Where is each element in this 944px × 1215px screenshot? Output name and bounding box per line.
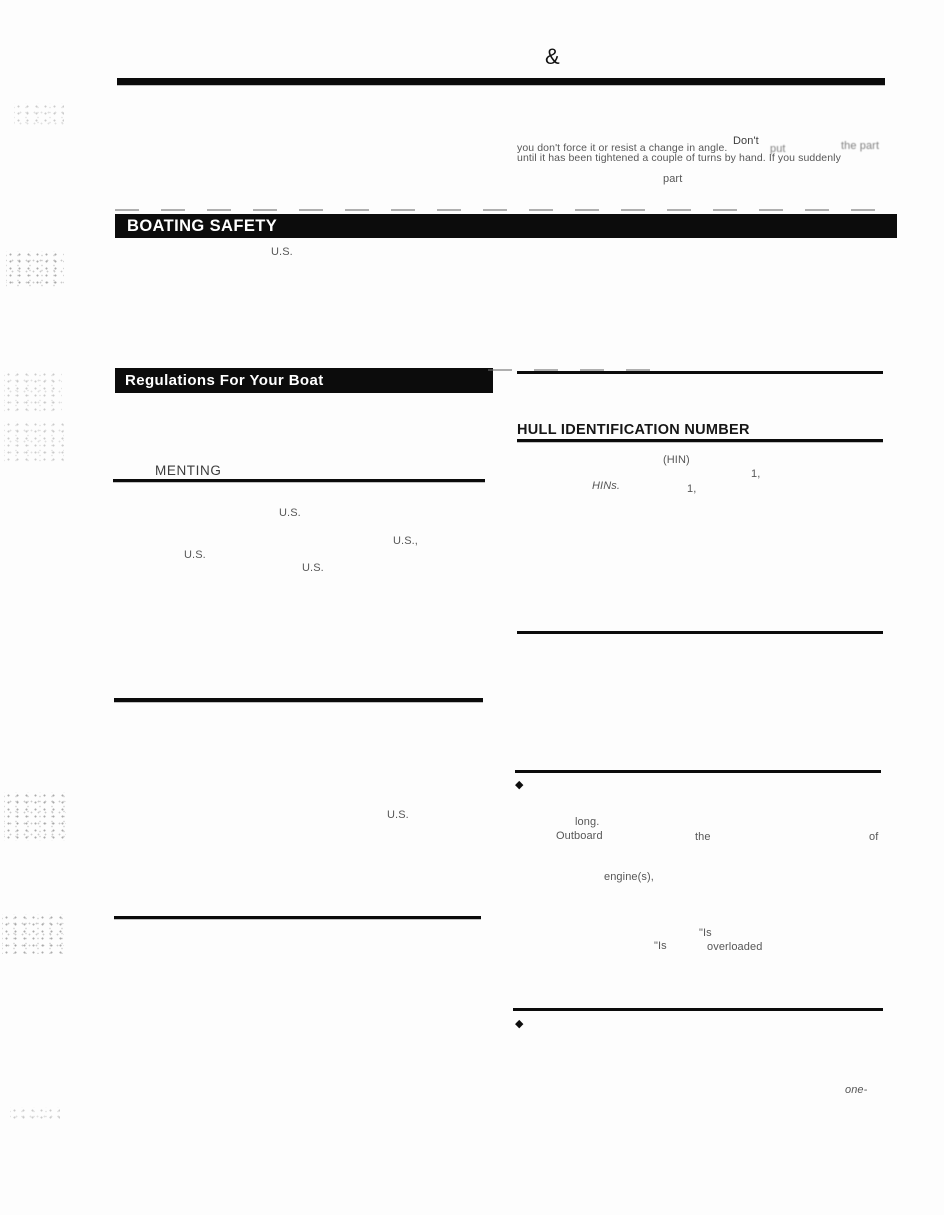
margin-noise — [4, 792, 66, 841]
margin-noise — [14, 103, 64, 125]
one-dash-fragment: one- — [845, 1084, 868, 1096]
section-title-boating-safety: BOATING SAFETY — [127, 216, 278, 235]
us-fragment-2: U.S., — [393, 535, 418, 547]
is-fragment-a: "Is — [699, 927, 712, 939]
right-column-rule-4 — [513, 1008, 883, 1011]
hull-id-heading: HULL IDENTIFICATION NUMBER — [517, 422, 750, 438]
intro-line1-fragment: you don't force it or resist a change in angle. — [517, 142, 728, 154]
hull-id-underline-rule — [517, 439, 883, 442]
us-fragment-boating: U.S. — [271, 246, 293, 258]
page-title-ampersand: & — [545, 44, 560, 69]
us-fragment-4: U.S. — [302, 562, 324, 574]
left-column-rule-3 — [114, 916, 481, 919]
partial-heading-menting: MENTING — [155, 463, 222, 478]
intro-put-fragment: put — [770, 143, 786, 155]
us-fragment-lower: U.S. — [387, 809, 409, 821]
left-column-rule-1 — [113, 479, 485, 482]
hin-one-fragment-b: 1, — [687, 483, 697, 495]
section-bar-boating-safety — [115, 214, 897, 238]
hin-one-fragment-a: 1, — [751, 468, 761, 480]
intro-part-fragment: part — [663, 173, 683, 185]
long-fragment: long. — [575, 816, 600, 828]
right-column-rule-top — [517, 371, 883, 374]
right-column-rule-3 — [515, 770, 881, 773]
top-divider-rule — [117, 78, 885, 85]
diamond-bullet-icon: ◆ — [515, 779, 524, 791]
section-bar-regulations — [115, 368, 493, 393]
section-title-regulations: Regulations For Your Boat — [125, 372, 324, 389]
us-fragment-1: U.S. — [279, 507, 301, 519]
margin-noise — [2, 914, 64, 954]
right-column-rule-2 — [517, 631, 883, 634]
us-fragment-3: U.S. — [184, 549, 206, 561]
of-fragment: of — [869, 831, 879, 843]
outboard-fragment: Outboard — [556, 830, 603, 842]
engines-fragment: engine(s), — [604, 871, 654, 883]
intro-line2-fragment: until it has been tightened a couple of turns by hand. If you suddenly — [517, 152, 841, 164]
margin-noise — [4, 371, 62, 412]
intro-thepart-fragment: the part — [841, 140, 880, 152]
overloaded-fragment: overloaded — [707, 941, 763, 953]
is-fragment-b: "Is — [654, 940, 667, 952]
margin-noise — [4, 421, 64, 462]
left-column-rule-2 — [114, 698, 483, 702]
hins-fragment: HINs. — [592, 480, 620, 492]
hin-fragment: (HIN) — [663, 454, 690, 466]
intro-dont-fragment: Don't — [733, 135, 759, 147]
margin-noise — [6, 251, 64, 288]
bar-top-fringe — [115, 209, 884, 211]
diamond-bullet-icon: ◆ — [515, 1018, 524, 1030]
the-fragment: the — [695, 831, 711, 843]
margin-noise — [10, 1107, 60, 1120]
